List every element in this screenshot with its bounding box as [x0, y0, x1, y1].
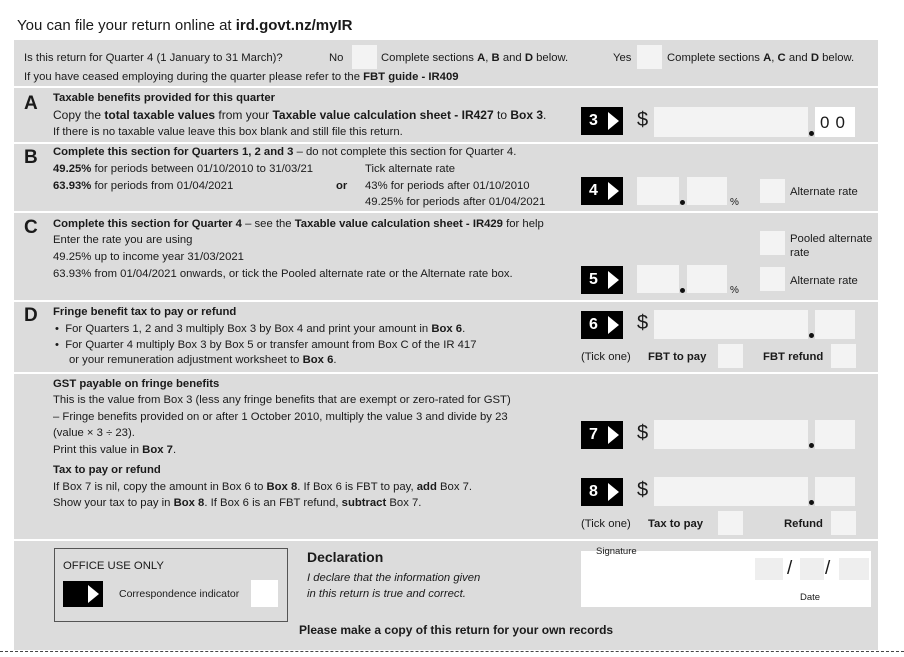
- alternate-rate-checkbox-c[interactable]: [760, 267, 785, 291]
- decimal-point: [809, 333, 814, 338]
- fbt-refund-checkbox[interactable]: [831, 344, 856, 368]
- section-d-title: Fringe benefit tax to pay or refund: [53, 306, 237, 318]
- fbt-guide-ref: FBT guide - IR409: [363, 71, 459, 83]
- gst-line2: – Fringe benefits provided on or after 1 October 2010, multiply the value 3 and divide by 23: [53, 411, 508, 423]
- date-month-input[interactable]: [800, 558, 824, 580]
- section-a-letter: A: [24, 93, 38, 114]
- decimal-point: [809, 131, 814, 136]
- date-slash: /: [825, 558, 831, 579]
- section-c-line2: 49.25% up to income year 31/03/2021: [53, 251, 244, 263]
- box-4-marker: 4: [581, 177, 623, 205]
- box-6-marker: 6: [581, 311, 623, 339]
- signature-label: Signature: [596, 546, 637, 557]
- tick-alternate-43: 43% for periods after 01/10/2010: [365, 180, 530, 192]
- box-4-whole-input[interactable]: [637, 177, 679, 205]
- gst-title: GST payable on fringe benefits: [53, 378, 220, 390]
- arrow-right-icon: [88, 585, 99, 603]
- box-3-currency: $: [637, 109, 649, 131]
- declaration-line1: I declare that the information given: [307, 572, 481, 584]
- decimal-point: [809, 443, 814, 448]
- arrow-right-icon: [608, 182, 619, 200]
- cut-line: [0, 651, 904, 652]
- footer-note: Please make a copy of this return for your own records: [299, 623, 614, 637]
- box-6-cents-input[interactable]: [815, 310, 855, 339]
- box-3-cents-value: 00: [820, 113, 851, 132]
- box-5-marker: 5: [581, 266, 623, 294]
- section-d-bullet2-cont: or your remuneration adjustment worksheet to Box 6.: [69, 354, 337, 366]
- date-day-input[interactable]: [755, 558, 783, 580]
- tax-line2: Show your tax to pay in Box 8. If Box 6 is an FBT refund, subtract Box 7.: [53, 497, 422, 509]
- correspondence-checkbox[interactable]: [251, 580, 278, 607]
- section-a-title: Taxable benefits provided for this quarter: [53, 92, 276, 104]
- yes-instruction: Complete sections A, C and D below.: [667, 52, 855, 64]
- tick-alternate-title: Tick alternate rate: [365, 163, 455, 175]
- section-b-title: Complete this section for Quarters 1, 2 and 3 – do not complete this section for Quarter 4.: [53, 146, 517, 158]
- divider: [14, 142, 878, 144]
- section-c-line1: Enter the rate you are using: [53, 234, 193, 246]
- fbt-refund-label: FBT refund: [763, 351, 824, 363]
- section-d-bullet2: • For Quarter 4 multiply Box 3 by Box 5 or transfer amount from Box C of the IR 417: [55, 339, 477, 351]
- alternate-rate-label-b: Alternate rate: [790, 186, 858, 198]
- tax-to-pay-label: Tax to pay: [648, 518, 704, 530]
- refund-checkbox[interactable]: [831, 511, 856, 535]
- date-year-input[interactable]: [839, 558, 869, 580]
- pooled-alternate-label-1: Pooled alternate: [790, 233, 873, 245]
- gst-line3: (value × 3 ÷ 23).: [53, 427, 135, 439]
- section-b-letter: B: [24, 147, 38, 168]
- section-b-rate2: 63.93% for periods from 01/04/2021: [53, 180, 234, 192]
- section-d-bullet1: • For Quarters 1, 2 and 3 multiply Box 3 by Box 4 and print your amount in Box 6.: [55, 323, 466, 335]
- correspondence-label: Correspondence indicator: [119, 588, 240, 600]
- section-c-letter: C: [24, 217, 38, 238]
- box-7-currency: $: [637, 422, 649, 444]
- section-a-line2: If there is no taxable value leave this box blank and still file this return.: [53, 126, 403, 138]
- box-7-marker: 7: [581, 421, 623, 449]
- arrow-right-icon: [608, 426, 619, 444]
- no-instruction: Complete sections A, B and D below.: [381, 52, 569, 64]
- tax-line1: If Box 7 is nil, copy the amount in Box 6 to Box 8. If Box 6 is FBT to pay, add Box 7.: [53, 481, 473, 493]
- decimal-point: [809, 500, 814, 505]
- alternate-rate-label-c: Alternate rate: [790, 275, 858, 287]
- box-6-currency: $: [637, 312, 649, 334]
- box-7-dollars-input[interactable]: [654, 420, 808, 449]
- office-marker: [63, 581, 103, 607]
- box-8-marker: 8: [581, 478, 623, 506]
- fbt-to-pay-checkbox[interactable]: [718, 344, 743, 368]
- box-6-tick-one: (Tick one): [581, 351, 631, 363]
- decimal-point: [680, 288, 685, 293]
- section-b-or: or: [336, 180, 348, 192]
- box-7-cents-input[interactable]: [815, 420, 855, 449]
- pooled-alternate-label-2: rate: [790, 247, 810, 259]
- box-5-decimal-input[interactable]: [687, 265, 727, 293]
- declaration-title: Declaration: [307, 549, 384, 565]
- box-8-cents-input[interactable]: [815, 477, 855, 506]
- refund-label: Refund: [784, 518, 823, 530]
- divider: [14, 300, 878, 302]
- fbt-to-pay-label: FBT to pay: [648, 351, 707, 363]
- office-use-title: OFFICE USE ONLY: [63, 560, 164, 572]
- date-slash: /: [787, 558, 793, 579]
- declaration-line2: in this return is true and correct.: [307, 588, 466, 600]
- arrow-right-icon: [608, 316, 619, 334]
- box-4-percent: %: [730, 197, 739, 208]
- ceased-note: If you have ceased employing during the quarter please refer to the FBT guide - IR409: [24, 71, 459, 83]
- decimal-point: [680, 200, 685, 205]
- divider: [14, 372, 878, 374]
- box-3-dollars-input[interactable]: [654, 107, 808, 137]
- box-5-percent: %: [730, 285, 739, 296]
- section-b-rate1: 49.25% for periods between 01/10/2010 to 31/03/21: [53, 163, 314, 175]
- myir-link[interactable]: ird.govt.nz/myIR: [235, 17, 353, 34]
- divider: [14, 539, 878, 541]
- page-heading: You can file your return online at ird.govt.nz/myIR: [17, 17, 353, 34]
- divider: [14, 211, 878, 213]
- pooled-alternate-checkbox[interactable]: [760, 231, 785, 255]
- arrow-right-icon: [608, 483, 619, 501]
- yes-label: Yes: [613, 52, 632, 64]
- section-c-line3: 63.93% from 01/04/2021 onwards, or tick the Pooled alternate rate or the Alternate rate box.: [53, 268, 513, 280]
- tax-to-pay-checkbox[interactable]: [718, 511, 743, 535]
- no-checkbox[interactable]: [352, 45, 377, 69]
- no-label: No: [329, 52, 344, 64]
- arrow-right-icon: [608, 112, 619, 130]
- alternate-rate-checkbox-b[interactable]: [760, 179, 785, 203]
- tax-title: Tax to pay or refund: [53, 464, 161, 476]
- box-5-whole-input[interactable]: [637, 265, 679, 293]
- quarter4-question: Is this return for Quarter 4 (1 January to 31 March)?: [24, 52, 283, 64]
- box-8-tick-one: (Tick one): [581, 518, 631, 530]
- box-8-dollars-input[interactable]: [654, 477, 808, 506]
- divider: [14, 86, 878, 88]
- tick-alternate-4925: 49.25% for periods after 01/04/2021: [365, 196, 546, 208]
- gst-line4: Print this value in Box 7.: [53, 444, 177, 456]
- box-6-dollars-input[interactable]: [654, 310, 808, 339]
- arrow-right-icon: [608, 271, 619, 289]
- date-label: Date: [800, 592, 821, 603]
- yes-checkbox[interactable]: [637, 45, 662, 69]
- fbt-return-form: [14, 40, 878, 650]
- gst-line1: This is the value from Box 3 (less any fringe benefits that are exempt or zero-rated for GST): [53, 394, 511, 406]
- box-3-marker: 3: [581, 107, 623, 135]
- box-8-currency: $: [637, 479, 649, 501]
- section-d-letter: D: [24, 305, 38, 326]
- box-4-decimal-input[interactable]: [687, 177, 727, 205]
- section-c-title: Complete this section for Quarter 4 – see the Taxable value calculation sheet - IR429 for help: [53, 218, 544, 230]
- section-a-line1: Copy the total taxable values from your Taxable value calculation sheet - IR427 to Box 3.: [53, 108, 547, 122]
